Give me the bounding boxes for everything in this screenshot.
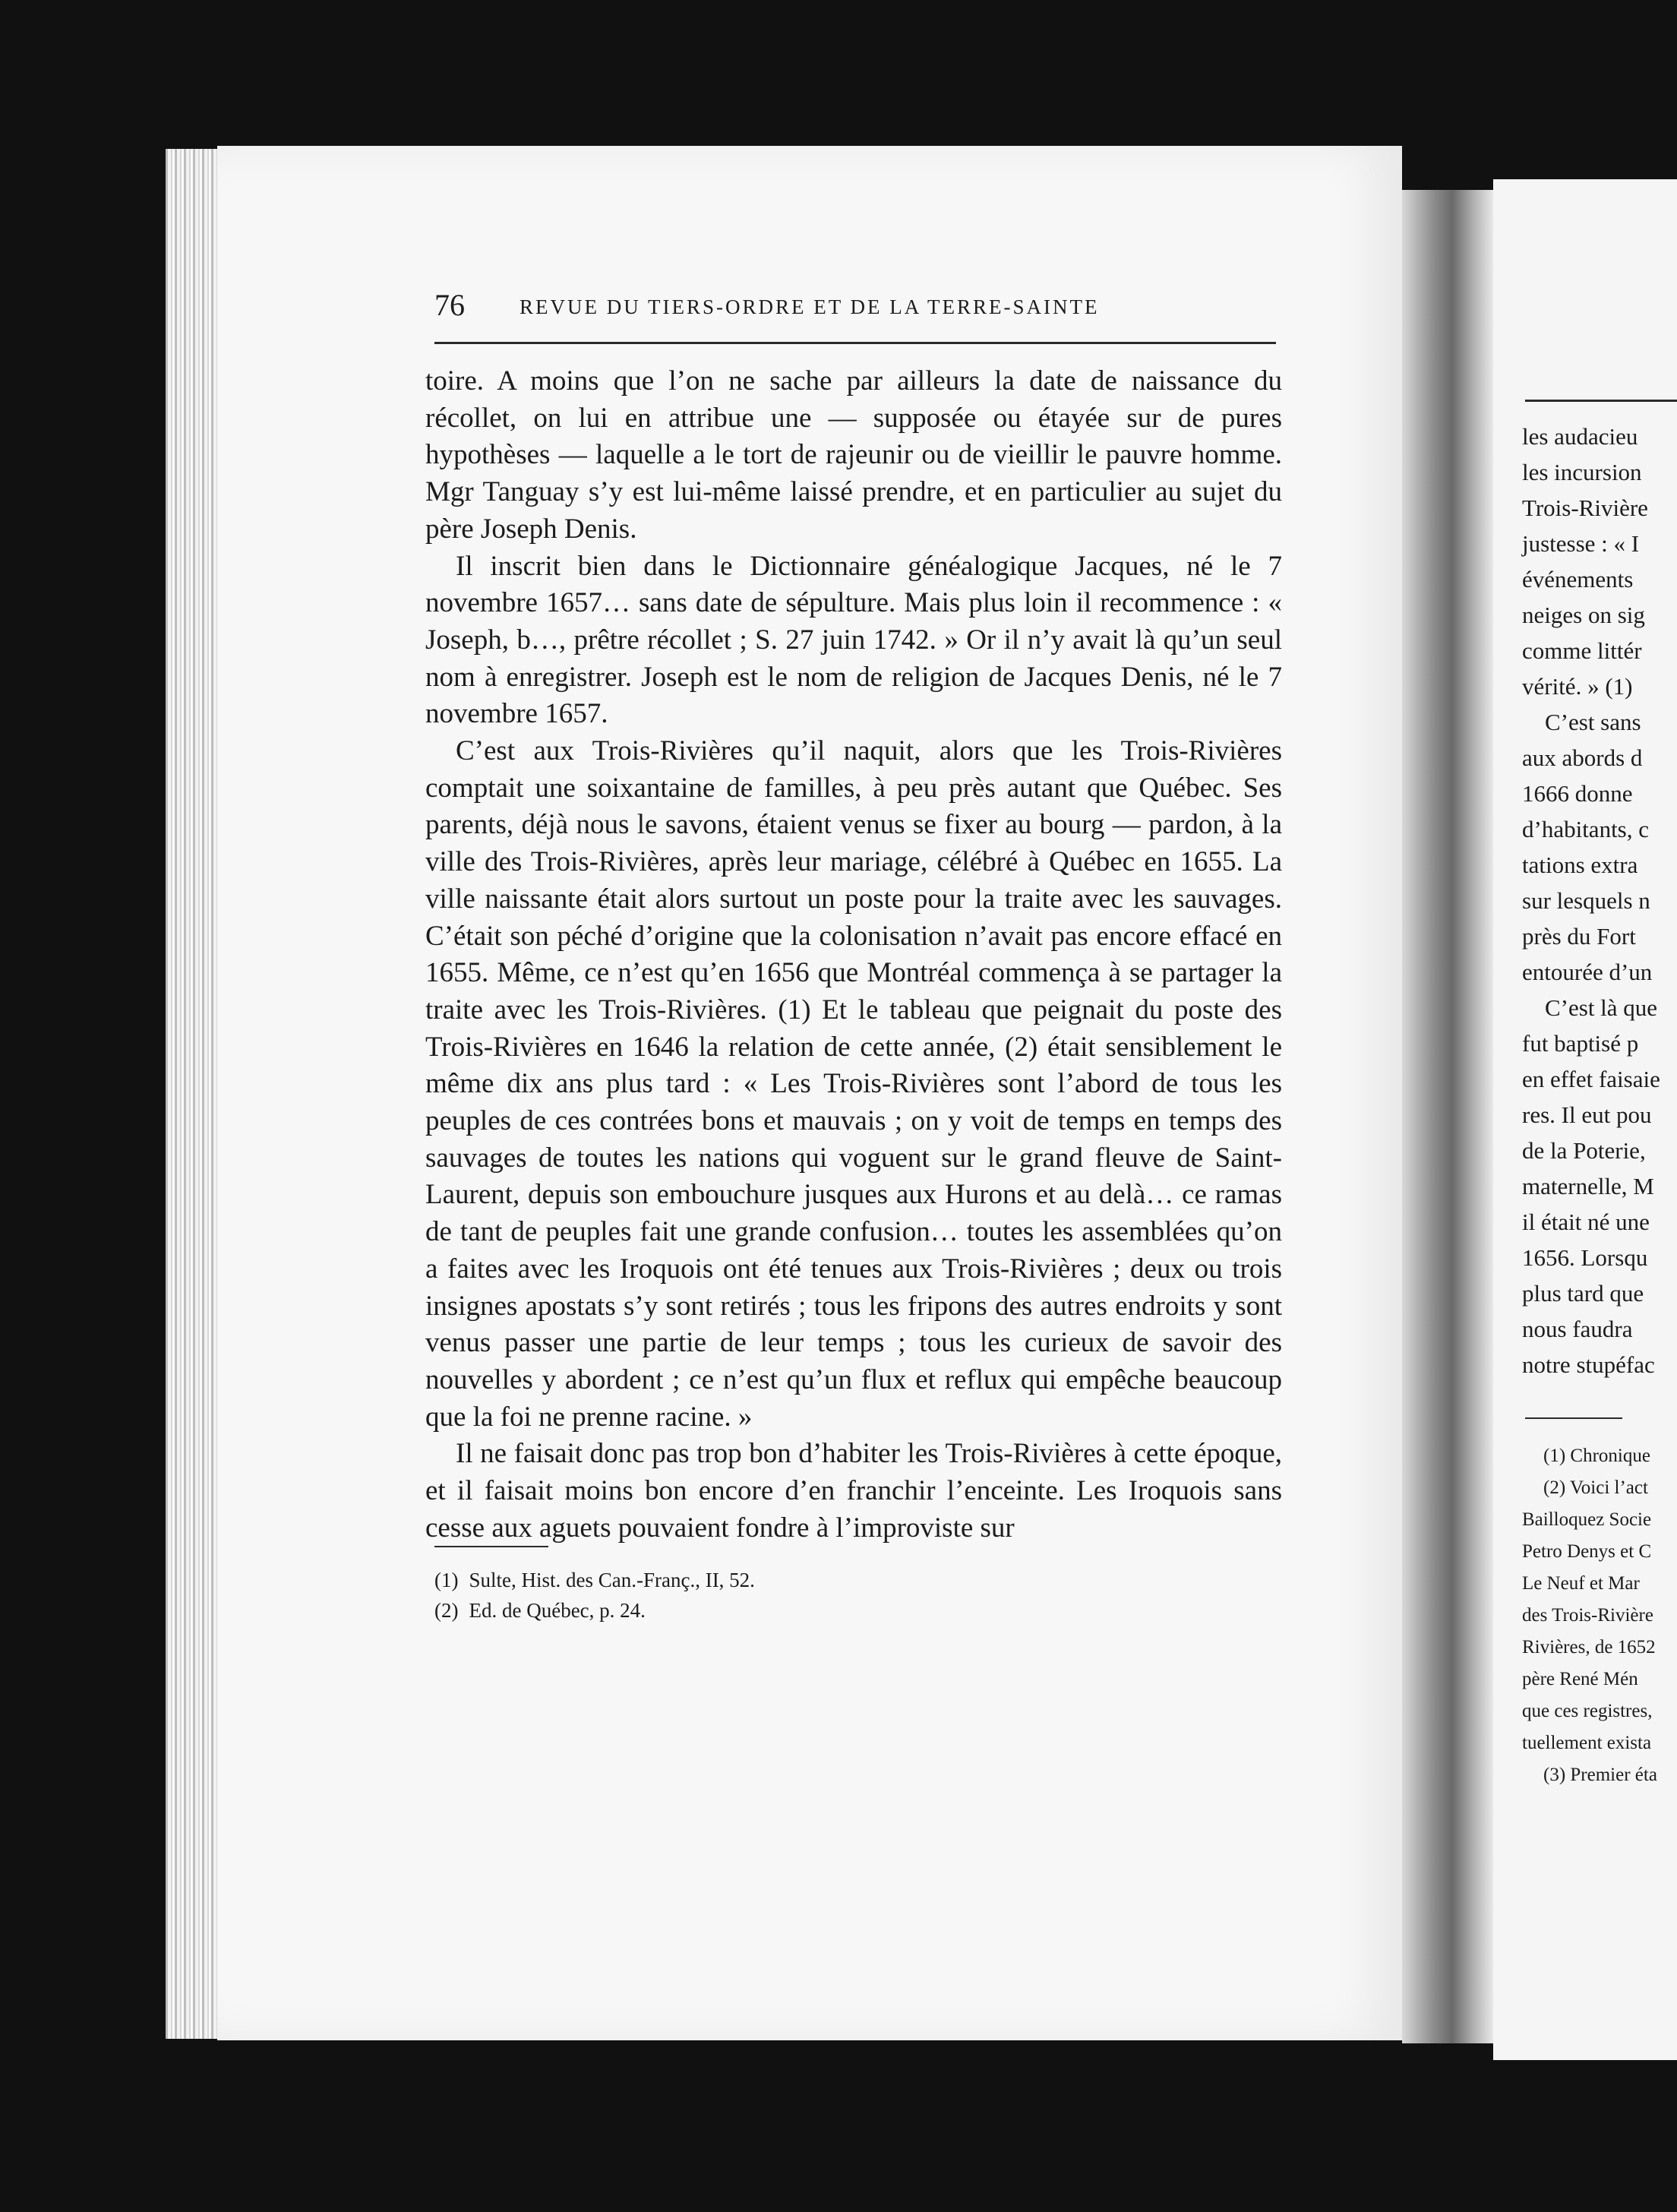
text-line: Trois-Rivière — [1522, 495, 1648, 521]
footnote-line: père René Mén — [1522, 1669, 1638, 1689]
footnote — [434, 1595, 1042, 1626]
text-line: aux abords d — [1522, 744, 1643, 771]
text-line: comme littér — [1522, 637, 1642, 664]
paragraph: toire. A moins que l’on ne sache par ailleurs la date de naissance du récollet, on lui en attribue une — supposée ou étayée sur de pures hypothèses — laquelle a le tort de rajeunir ou de vieillir le pauvre homme. Mgr Tanguay s’y est lui-même laissé prendre, et en particulier au sujet du père Joseph Denis. — [425, 365, 1282, 545]
text-line: maternelle, M — [1522, 1173, 1654, 1199]
paragraph: Il inscrit bien dans le Dictionnaire généalogique Jacques, né le 7 novembre 1657… sans date de sépulture. Mais plus loin il recommence : « Joseph, b…, prêtre récollet ; S. 27 juin 1742. » Or il n’y avait là qu’un seul nom à enregistrer. Joseph est le nom de religion de Jacques Denis, né le 7 novembre 1657. — [425, 550, 1282, 730]
footnote-number: (2) — [434, 1599, 459, 1622]
text-line: C’est sans — [1545, 709, 1641, 735]
paragraph: Il ne faisait donc pas trop bon d’habiter les Trois-Rivières à cette époque, et il faisait moins bon encore d’en franchir l’enceinte. Les Iroquois sans cesse aux aguets pouvaient fondre à l’improviste sur — [425, 1438, 1282, 1544]
running-title: REVUE DU TIERS-ORDRE ET DE LA TERRE-SAINTE — [520, 295, 1100, 318]
right-footnotes — [1522, 1440, 1677, 1791]
text-line: tations extra — [1522, 852, 1638, 878]
text-line: les audacieu — [1522, 423, 1638, 450]
text-line: plus tard que — [1522, 1280, 1644, 1307]
text-line: événements — [1522, 566, 1634, 592]
right-body-text — [1522, 419, 1677, 1382]
text-line: notre stupéfac — [1522, 1351, 1655, 1378]
book-gutter — [1402, 190, 1493, 2043]
text-line: 1656. Lorsqu — [1522, 1244, 1648, 1271]
footnote-line: Rivières, de 1652 — [1522, 1637, 1656, 1657]
page-number: 76 — [434, 288, 465, 322]
text-line: 1666 donne — [1522, 780, 1633, 807]
text-line: d’habitants, c — [1522, 816, 1650, 842]
right-header-rule — [1525, 400, 1677, 402]
footnote-line: (1) Chronique — [1543, 1446, 1650, 1466]
text-line: près du Fort — [1522, 923, 1636, 950]
text-line: C’est là que — [1545, 994, 1658, 1021]
footnote-rule — [434, 1546, 548, 1547]
text-line: neiges on sig — [1522, 602, 1645, 628]
footnote-line: Le Neuf et Mar — [1522, 1573, 1640, 1594]
right-footnote-rule — [1525, 1417, 1622, 1419]
footnote-line: (2) Voici l’act — [1543, 1477, 1648, 1498]
header-rule — [434, 342, 1276, 344]
right-page — [1493, 179, 1677, 2060]
footnotes — [434, 1565, 1042, 1626]
text-line: il était né une — [1522, 1209, 1650, 1235]
footnote-number: (1) — [434, 1569, 459, 1591]
text-line: sur lesquels n — [1522, 887, 1650, 914]
footnote-line: tuellement exista — [1522, 1733, 1652, 1753]
text-line: en effet faisaie — [1522, 1066, 1660, 1092]
text-line: entourée d’un — [1522, 959, 1653, 985]
footnote-line: Bailloquez Socie — [1522, 1509, 1652, 1530]
footnote-text: Ed. de Québec, p. 24. — [469, 1599, 646, 1622]
page-header — [434, 284, 1276, 330]
paragraph: C’est aux Trois-Rivières qu’il naquit, alors que les Trois-Rivières comptait une soixantaine de familles, à peu près autant que Québec. Ses parents, déjà nous le savons, étaient venus se fixer au bourg — pardon, à la ville des Trois-Rivières, après leur mariage, célébré à Québec en 1655. La ville naissante était alors surtout un poste pour la traite avec les sauvages. C’était son péché d’origine que la colonisation n’avait pas encore effacé en 1655. Même, ce n’est qu’en 1656 que Montréal commença à se partager la traite avec les Trois-Rivières. (1) Et le tableau que peignait du poste des Trois-Rivières en 1646 la relation de cette année, (2) était sensiblement le même dix ans plus tard : « Les Trois-Rivières sont l’abord de tous les peuples de ces contrées bons et mauvais ; on y voit de temps en temps des sauvages de toutes les nations qui voguent sur le grand fleuve de Saint-Laurent, depuis son embouchure jusques aux Hurons et au delà… ce ramas de tant de peuples fait une grande confusion… toutes les assemblées qu’on a faites avec les Iroquois ont été tenues aux Trois-Rivières ; deux ou trois insignes apostats s’y sont retirés ; tous les fripons des autres endroits y sont venus passer une partie de leur temps ; tous les curieux de savoir des nouvelles y abordent ; ce n’est qu’un flux et reflux qui empêche beaucoup que la foi ne prenne racine. » — [425, 735, 1282, 1433]
text-line: les incursion — [1522, 459, 1642, 485]
text-line: de la Poterie, — [1522, 1137, 1646, 1164]
text-line: justesse : « I — [1522, 530, 1640, 557]
page-edges — [166, 149, 220, 2039]
text-line: res. Il eut pou — [1522, 1101, 1652, 1128]
footnote-text: Sulte, Hist. des Can.-Franç., II, 52. — [469, 1569, 755, 1591]
footnote-line: Petro Denys et C — [1522, 1541, 1652, 1562]
body-text — [425, 363, 1282, 1547]
text-line: fut baptisé p — [1522, 1030, 1639, 1057]
footnote — [434, 1565, 1042, 1595]
text-line: nous faudra — [1522, 1316, 1633, 1342]
footnote-line: (3) Premier éta — [1543, 1765, 1657, 1785]
text-line: vérité. » (1) — [1522, 673, 1633, 700]
footnote-line: que ces registres, — [1522, 1701, 1653, 1721]
footnote-line: des Trois-Rivière — [1522, 1605, 1653, 1626]
